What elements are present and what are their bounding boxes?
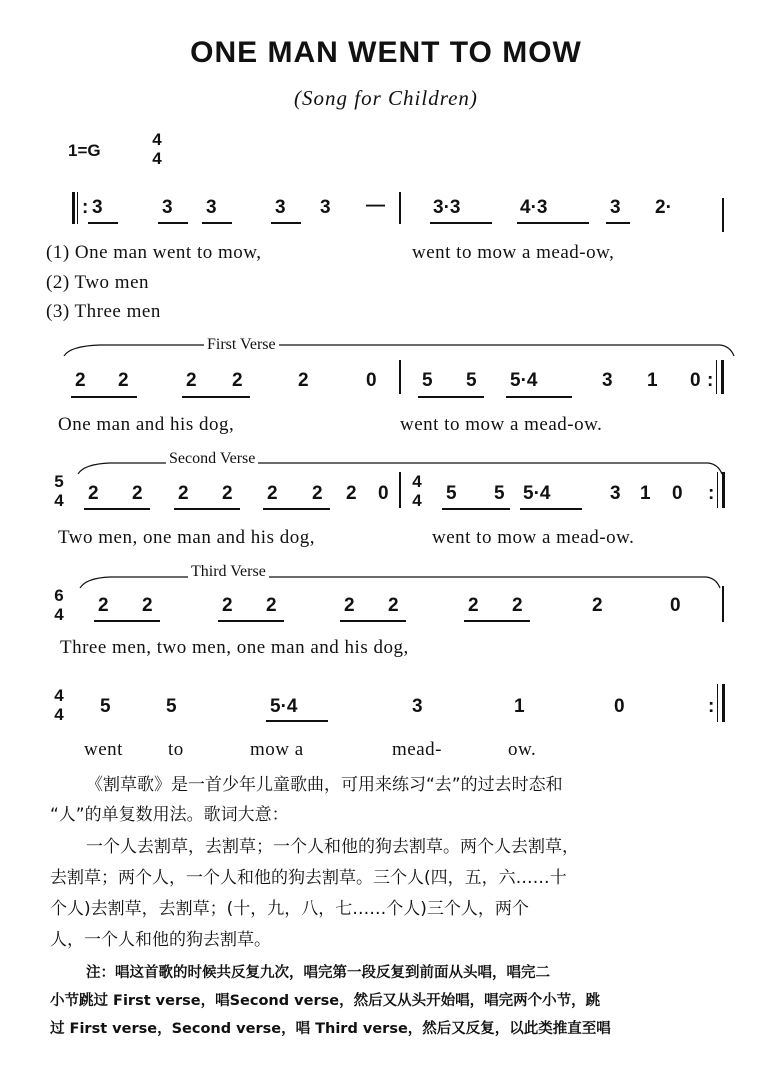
note: 3	[610, 483, 621, 504]
note: 2·	[655, 197, 672, 218]
lyric-line: Two men, one man and his dog,	[58, 527, 315, 548]
note: 2	[186, 370, 197, 391]
note: 3	[206, 197, 217, 218]
note: 3	[92, 197, 103, 218]
note: 5·4	[510, 370, 538, 391]
note: 2	[592, 595, 603, 616]
repeat-end-barline	[722, 684, 725, 722]
paragraph-line: 去割草；两个人，一个人和他的狗去割草。三个人(四，五，六……十	[50, 868, 567, 888]
note: 5·4	[523, 483, 551, 504]
note: 2	[75, 370, 86, 391]
note: 2	[388, 595, 399, 616]
paragraph-line: 《割草歌》是一首少年儿童歌曲，可用来练习“去”的过去时态和	[86, 775, 563, 795]
repeat-end-thin-line	[717, 684, 718, 722]
note-extension-dash: —	[366, 195, 385, 216]
barline	[722, 586, 724, 622]
note: 2	[222, 483, 233, 504]
underline	[266, 720, 328, 722]
underline	[464, 620, 530, 622]
note: 2	[312, 483, 323, 504]
underline	[218, 620, 284, 622]
lyric-word: ow.	[508, 739, 537, 760]
note: 1	[647, 370, 658, 391]
paragraph-line: “人”的单复数用法。歌词大意：	[50, 805, 289, 825]
note: 0	[670, 595, 681, 616]
song-subtitle: (Song for Children)	[294, 86, 478, 110]
note: 2	[267, 483, 278, 504]
note: 0	[672, 483, 683, 504]
verse-label: Third Verse	[188, 563, 269, 581]
time-signature: 4 4	[152, 130, 162, 168]
note: 5	[100, 696, 111, 717]
lyric-line: went to mow a mead-ow,	[412, 242, 615, 263]
note: 2	[344, 595, 355, 616]
note: 2	[512, 595, 523, 616]
note: 3	[275, 197, 286, 218]
note: 4·3	[520, 197, 548, 218]
repeat-dots: :	[708, 483, 715, 504]
note: 1	[514, 696, 525, 717]
time-signature: 4 4	[54, 686, 64, 724]
note: 3	[412, 696, 423, 717]
note: 2	[222, 595, 233, 616]
lyric-line: (2) Two men	[46, 272, 150, 293]
repeat-dots: :	[82, 197, 89, 218]
footnote-line: 注：唱这首歌的时候共反复九次，唱完第一段反复到前面从头唱，唱完二	[86, 965, 550, 981]
lyric-word: went	[84, 739, 123, 760]
note: 5	[446, 483, 457, 504]
note: 2	[468, 595, 479, 616]
note: 3	[162, 197, 173, 218]
note: 5	[466, 370, 477, 391]
lyric-line: One man and his dog,	[58, 414, 235, 435]
verse-label: First Verse	[204, 336, 279, 354]
lyric-line: went to mow a mead-ow.	[400, 414, 603, 435]
note: 3	[602, 370, 613, 391]
note: 0	[614, 696, 625, 717]
note: 2	[98, 595, 109, 616]
lyric-word: mow a	[250, 739, 304, 760]
note: 3·3	[433, 197, 461, 218]
lyric-line: (1) One man went to mow,	[46, 242, 262, 263]
lyric-word: mead-	[392, 739, 442, 760]
paragraph-line: 个人)去割草，去割草；(十，九，八，七……个人)三个人，两个	[50, 899, 529, 919]
note: 2	[88, 483, 99, 504]
lyric-line: went to mow a mead-ow.	[432, 527, 635, 548]
lyric-word: to	[168, 739, 184, 760]
footnote-line: 小节跳过 First verse，唱Second verse，然后又从头开始唱，唱完两个小节，跳	[50, 993, 601, 1009]
underline	[340, 620, 406, 622]
note: 0	[378, 483, 389, 504]
note: 2	[142, 595, 153, 616]
note: 2	[266, 595, 277, 616]
time-signature: 4 4	[412, 472, 422, 510]
note: 5	[422, 370, 433, 391]
time-signature: 6 4	[54, 586, 64, 624]
note: 5	[166, 696, 177, 717]
note: 0	[366, 370, 377, 391]
lyric-line: Three men, two men, one man and his dog,	[60, 637, 409, 658]
repeat-dots: :	[707, 370, 714, 391]
note: 2	[232, 370, 243, 391]
repeat-dots: :	[708, 696, 715, 717]
time-signature: 5 4	[54, 472, 64, 510]
note: 2	[132, 483, 143, 504]
song-title: ONE MAN WENT TO MOW	[190, 36, 582, 69]
underline	[94, 620, 160, 622]
note: 2	[298, 370, 309, 391]
lyric-line: (3) Three men	[46, 301, 161, 322]
note: 3	[610, 197, 621, 218]
paragraph-line: 一个人去割草，去割草；一个人和他的狗去割草。两个人去割草，	[86, 837, 579, 857]
note: 2	[118, 370, 129, 391]
note: 2	[178, 483, 189, 504]
note: 3	[320, 197, 331, 218]
verse-label: Second Verse	[166, 450, 258, 468]
note: 1	[640, 483, 651, 504]
note: 5·4	[270, 696, 298, 717]
note: 5	[494, 483, 505, 504]
paragraph-line: 人，一个人和他的狗去割草。	[50, 930, 271, 950]
note: 0	[690, 370, 701, 391]
key-signature: 1=G	[68, 141, 101, 160]
footnote-line: 过 First verse，Second verse，唱 Third verse，然后又反复，以此类推直至唱	[50, 1021, 611, 1037]
note: 2	[346, 483, 357, 504]
